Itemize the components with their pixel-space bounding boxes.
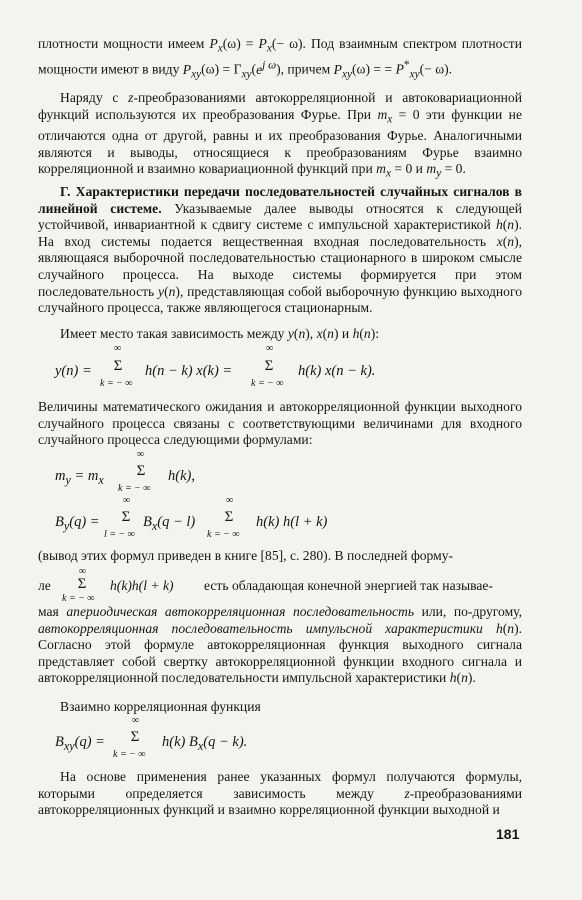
inline-sum-upper: ∞ — [79, 566, 87, 577]
eq4-sum-lower: k = − ∞ — [113, 749, 146, 760]
eq3-right: h(k) h(l + k) — [256, 514, 328, 530]
eq2-sum-upper: ∞ — [137, 449, 145, 460]
eq3-sum1-upper: ∞ — [123, 495, 131, 506]
paragraph-expectation: Величины математического ожидания и автокорреляционной функции выходного случайного процесса связаны с соответствующими величинами для входного случайного процесса следующими формулами: — [38, 399, 522, 448]
eq4-right: h(k) $B_x(q - k)$. — [162, 734, 248, 753]
sum-symbol: Σ — [77, 576, 87, 592]
eq1-sum2-upper: ∞ — [266, 343, 274, 354]
eq3-left: $B_y(q)$ = — [55, 514, 100, 533]
paragraph-cross-correlation: Взаимно корреляционная функция — [60, 699, 261, 714]
eq1-sum1-lower: k = − ∞ — [100, 378, 133, 389]
sum-symbol: Σ — [264, 358, 274, 374]
sum-symbol: Σ — [130, 729, 140, 745]
eq3-mid: $B_x(q - l)$ — [143, 514, 196, 533]
inline-sum-tail: есть обладающая конечной энергией так называе- — [204, 578, 493, 593]
eq1-left: y(n) = — [55, 363, 92, 379]
paragraph-spectrum: плотности мощности имеем $P_x(\omega) = P_x(- \omega)$. Под взаимным спектром плотности мощности имеют в виду $P_{xy}(\omega) = \Gamma_{xy}(e^{j \omega})$, причем $P_{xy}(\omega)$ = = $P^*_{xy}(- \omega)$. — [38, 36, 523, 81]
paragraph-aperiodic: мая апериодическая автокорреляционная последовательность или, по-другому, автокорреляционная последовательность импульсной характеристики h(n). Согласно этой формуле автокорреляционная функция выходного сигнала представляет собой свертку автокорреляционной функции входного сигнала и автокорреляционной последовательности импульсной характеристики h(n). — [38, 604, 523, 686]
eq2-sum-lower: k = − ∞ — [118, 483, 151, 494]
sum-symbol: Σ — [121, 509, 131, 525]
sum-symbol: Σ — [136, 463, 146, 479]
paragraph-conclusion: На основе применения ранее указанных формул получаются формулы, которыми определяется зависимость между z-преобразованиями автокорреляционных функций и взаимно корреляционной функции выходной и — [38, 769, 522, 818]
sum-symbol: Σ — [113, 358, 123, 374]
eq4-sum-upper: ∞ — [132, 715, 140, 726]
eq2-right: h(k), — [168, 468, 195, 484]
eq3-sum2-lower: k = − ∞ — [207, 529, 240, 540]
eq1-right: h(k) x(n − k). — [298, 363, 376, 379]
inline-sum-lower: k = − ∞ — [62, 593, 95, 604]
word-le: ле — [38, 578, 51, 593]
eq1-mid: h(n − k) x(k) = — [145, 363, 233, 379]
paragraph-reference: (вывод этих формул приведен в книге [85], с. 280). В последней форму- — [38, 548, 454, 563]
eq2-left: $m_y = m_x$ — [55, 468, 104, 487]
eq3-sum1-lower: l = − ∞ — [104, 529, 135, 540]
eq4-left: $B_{xy}(q)$ = — [55, 734, 105, 753]
eq1-sum2-lower: k = − ∞ — [251, 378, 284, 389]
paragraph-dependence: Имеет место такая зависимость между y(n), x(n) и h(n): — [60, 326, 379, 341]
paragraph-fourier: Наряду с z-преобразованиями автокорреляционной и автоковариационной функций используются их преобразования Фурье. При $m_x = 0$ эти функции не отличаются одна от другой, равны и их преобразования Фурье. Аналогичными являются и выводы, относящиеся к преобразованиям Фурье взаимно корреляционной и взаимно ковариационной функций при $m_x = 0$ и $m_y = 0$. — [38, 90, 522, 180]
sum-symbol: Σ — [224, 509, 234, 525]
page-number: 181 — [496, 826, 520, 842]
paragraph-section-g: Г. Характеристики передачи последовательностей случайных сигналов в линейной системе. Указываемые далее выводы относятся к следующей устойчивой, инвариантной к сдвигу системе с импульсной характеристикой h(n). На вход системы подается вещественная входная последовательность x(n), являющаяся выборочной последовательностью стационарного в широком смысле случайного процесса. На выходе системы формируется при этом последовательность y(n), представляющая собой выборочную функцию выходного случайного процесса, также являющегося стационарным. — [38, 184, 522, 316]
inline-sum-term: h(k)h(l + k) — [110, 578, 174, 593]
section-heading: Г. Характеристики передачи последовательностей случайных сигналов в линейной системе. — [38, 184, 522, 216]
eq1-sum1-upper: ∞ — [114, 343, 122, 354]
eq3-sum2-upper: ∞ — [226, 495, 234, 506]
